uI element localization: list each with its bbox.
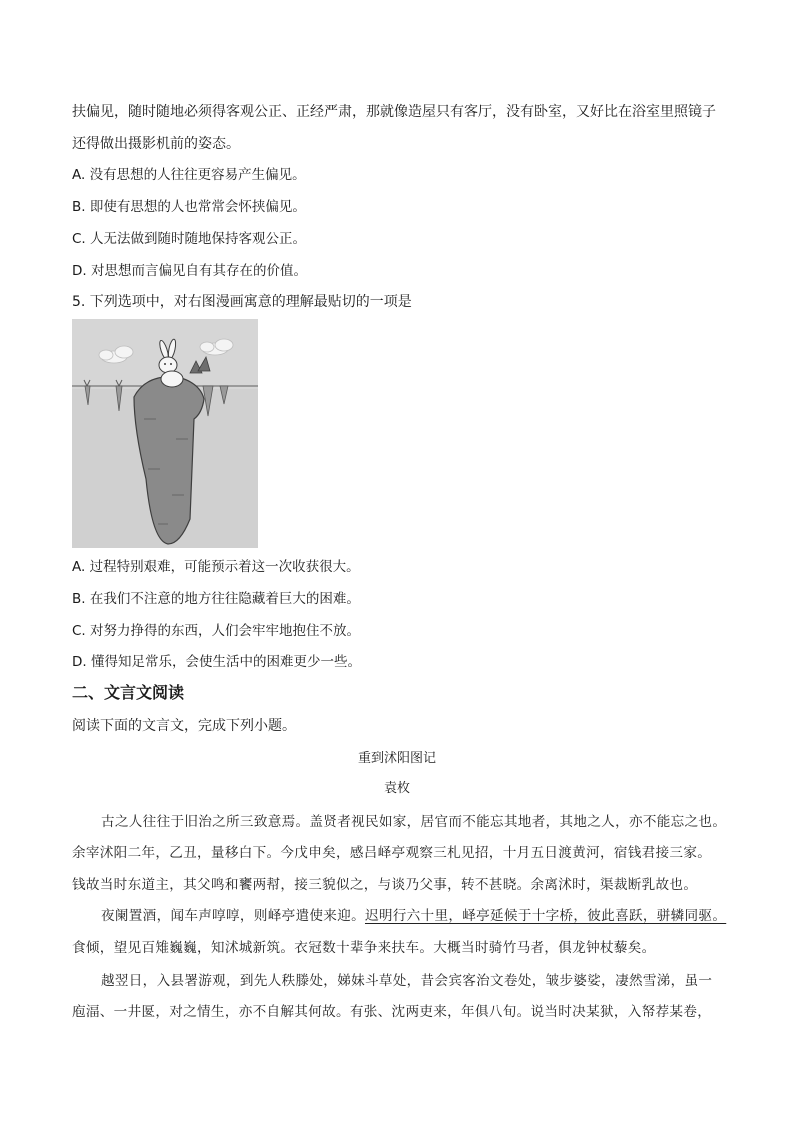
q4-option-b: B. 即使有思想的人也常常会怀挟偏见。: [72, 199, 306, 215]
q4-option-d: D. 对思想而言偏见自有其存在的价值。: [72, 263, 307, 279]
passage-p3-line-2: 庖湢、一井匽，对之情生，亦不自解其何故。有张、沈两吏来，年俱八旬。说当时决某狱，入帑荐某卷，: [72, 1004, 712, 1020]
passage-p1-line-2: 余宰沭阳二年，乙丑，量移白下。今戊申矣，感吕峄亭观察三札见招，十月五日渡黄河，宿钱君接三家。: [72, 845, 712, 861]
q4-option-a: A. 没有思想的人往往更容易产生偏见。: [72, 167, 306, 183]
passage-p2-line-2: 食倾，望见百雉巍巍，知沭城新筑。衣冠数十辈争来扶车。大概当时骑竹马者，俱龙钟杖藜矣。: [72, 940, 656, 956]
section-heading: 二、文言文阅读: [72, 683, 185, 702]
q4-passage-line-2: 还得做出摄影机前的姿态。: [72, 136, 240, 152]
section-instruction: 阅读下面的文言文，完成下列小题。: [72, 718, 296, 734]
q5-option-d: D. 懂得知足常乐，会使生活中的困难更少一些。: [72, 654, 361, 670]
passage-title: 重到沭阳图记: [357, 751, 436, 766]
q4-passage-line-1: 扶偏见，随时随地必须得客观公正、正经严肃，那就像造屋只有客厅，没有卧室，又好比在浴室里照镜子: [72, 104, 716, 120]
underlined-sentence: 迟明行六十里，峄亭延候于十字桥，彼此喜跃，骈辚同驱。: [364, 908, 727, 924]
cartoon-rabbit-carrot-image: [72, 319, 258, 548]
passage-p1-line-1: 古之人往往于旧治之所三致意焉。盖贤者视民如家，居官而不能忘其地者，其地之人，亦不能忘之也。: [101, 814, 727, 830]
q5-option-b: B. 在我们不注意的地方往往隐藏着巨大的困难。: [72, 591, 360, 607]
passage-p3-line-1: 越翌日，入县署游观，到先人秩滕处，娣妹斗草处，昔会宾客治文卷处，皱步婆娑，凄然雪涕，虽一: [101, 973, 713, 989]
q5-option-a: A. 过程特别艰难，可能预示着这一次收获很大。: [72, 559, 360, 575]
q5-option-c: C. 对努力挣得的东西，人们会牢牢地抱住不放。: [72, 623, 361, 639]
passage-p2-line-1: [101, 906, 726, 926]
passage-p1-line-3: 钱故当时东道主，其父鸣和饔两幇，接三貌似之，与谈乃父事，转不甚晓。余离沭时，渠裁断乳故也。: [72, 877, 698, 893]
passage-p2-plain: 夜阑置酒，闻车声啍啍，则峄亭遣使来迎。: [101, 908, 365, 924]
passage-author: 袁枚: [383, 781, 410, 796]
q5-stem: 5. 下列选项中，对右图漫画寓意的理解最贴切的一项是: [72, 294, 412, 310]
q4-option-c: C. 人无法做到随时随地保持客观公正。: [72, 231, 307, 247]
